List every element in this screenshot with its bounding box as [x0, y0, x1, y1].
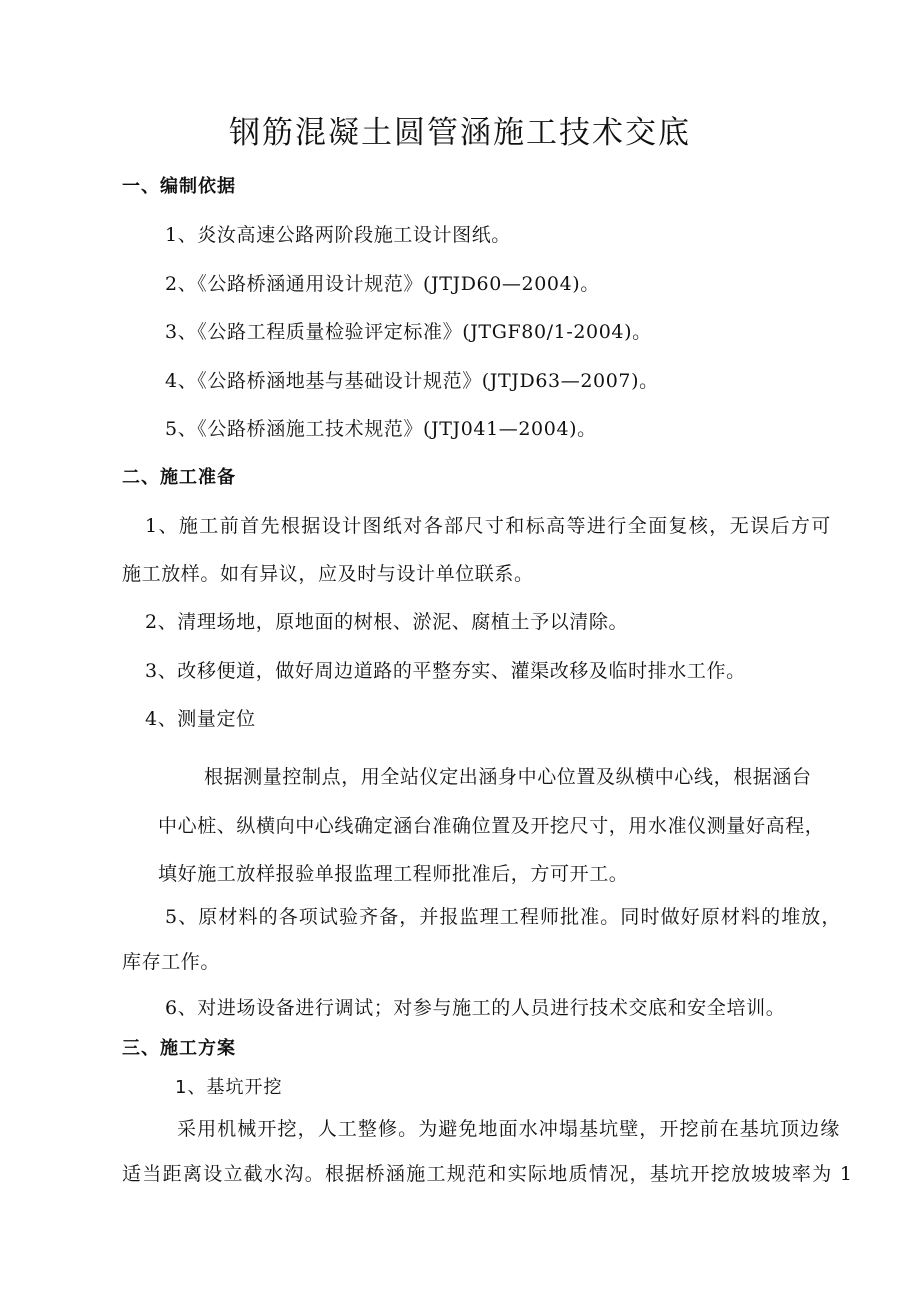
plan-subheading-excavation: 1、基坑开挖: [175, 1077, 283, 1098]
section-heading-basis: 一、编制依据: [122, 176, 236, 197]
prep-paragraph-3: 3、改移便道，做好周边道路的平整夯实、灌渠改移及临时排水工作。: [145, 660, 746, 682]
plan-paragraph-1-line-1: 采用机械开挖，人工整修。为避免地面水冲塌基坑壁，开挖前在基坑顶边缘: [177, 1118, 841, 1140]
prep-paragraph-5-line-2: 库存工作。: [122, 951, 221, 973]
prep-paragraph-4-line-1: 根据测量控制点，用全站仪定出涵身中心位置及纵横中心线，根据涵台: [204, 766, 812, 788]
prep-paragraph-4-title: 4、测量定位: [145, 708, 256, 730]
prep-paragraph-4-line-2: 中心桩、纵横向中心线确定涵台准确位置及开挖尺寸，用水准仪测量好高程，: [158, 815, 825, 837]
prep-paragraph-1-line-1: 1、施工前首先根据设计图纸对各部尺寸和标高等进行全面复核，无误后方可: [145, 515, 832, 537]
prep-paragraph-1-line-2: 施工放样。如有异议，应及时与设计单位联系。: [122, 563, 534, 585]
basis-item: 1、炎汝高速公路两阶段施工设计图纸。: [165, 224, 511, 246]
prep-paragraph-5-line-1: 5、原材料的各项试验齐备，并报监理工程师批准。同时做好原材料的堆放，: [165, 906, 842, 928]
basis-item: 5、《公路桥涵施工技术规范》(JTJ041—2004)。: [165, 418, 597, 440]
basis-item: 3、《公路工程质量检验评定标准》(JTGF80/1-2004)。: [165, 321, 652, 343]
prep-paragraph-6: 6、对进场设备进行调试；对参与施工的人员进行技术交底和安全培训。: [165, 997, 786, 1019]
document-title: 钢筋混凝土圆管涵施工技术交底: [229, 115, 691, 151]
prep-paragraph-2: 2、清理场地，原地面的树根、淤泥、腐植土予以清除。: [145, 611, 629, 633]
section-heading-preparation: 二、施工准备: [122, 467, 236, 488]
plan-paragraph-1-line-2: 适当距离设立截水沟。根据桥涵施工规范和实际地质情况，基坑开挖放坡坡率为 1: [122, 1163, 854, 1185]
basis-item: 2、《公路桥涵通用设计规范》(JTJD60—2004)。: [165, 273, 600, 295]
section-heading-plan: 三、施工方案: [122, 1038, 236, 1059]
prep-paragraph-4-line-3: 填好施工放样报验单报监理工程师批准后，方可开工。: [158, 863, 629, 885]
basis-item: 4、《公路桥涵地基与基础设计规范》(JTJD63—2007)。: [165, 370, 659, 392]
